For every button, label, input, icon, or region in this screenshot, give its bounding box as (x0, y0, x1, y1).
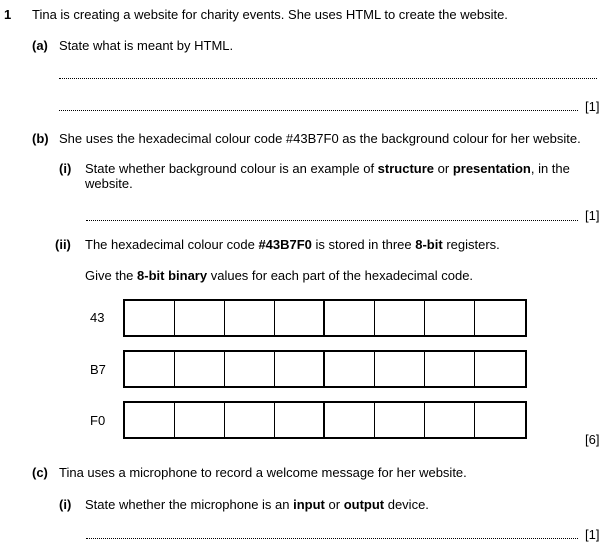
part-b-ii-text: The hexadecimal colour code #43B7F0 is stored in three 8-bit registers. (85, 237, 500, 252)
bit-cell[interactable] (275, 301, 325, 335)
bit-cell[interactable] (475, 352, 525, 386)
bit-cell[interactable] (325, 403, 375, 437)
answer-line-b-i[interactable] (86, 220, 578, 221)
bit-cell[interactable] (225, 301, 275, 335)
bit-cell[interactable] (325, 301, 375, 335)
register-label-b7: B7 (90, 362, 106, 377)
bit-cell[interactable] (475, 403, 525, 437)
question-number: 1 (4, 7, 12, 22)
bit-cell[interactable] (475, 301, 525, 335)
bit-cell[interactable] (275, 352, 325, 386)
part-c-i-label: (i) (59, 497, 72, 512)
question-intro: Tina is creating a website for charity events. She uses HTML to create the website. (32, 7, 508, 22)
bit-cell[interactable] (425, 352, 475, 386)
part-b-ii-mark: [6] (585, 432, 600, 447)
bit-cell[interactable] (375, 403, 425, 437)
bit-cell[interactable] (425, 403, 475, 437)
bit-cell[interactable] (375, 301, 425, 335)
bit-cell[interactable] (425, 301, 475, 335)
binary-row-b7 (123, 350, 527, 388)
part-b-i-text: State whether background colour is an example of structure or presentation, in the (85, 161, 570, 176)
binary-row-43 (123, 299, 527, 337)
bit-cell[interactable] (225, 403, 275, 437)
part-b-i-label: (i) (59, 161, 72, 176)
part-b-i-text-line2: website. (85, 176, 133, 191)
part-b-ii-label: (ii) (55, 237, 71, 252)
part-c-label: (c) (32, 465, 48, 480)
bit-cell[interactable] (125, 403, 175, 437)
bit-cell[interactable] (375, 352, 425, 386)
bit-cell[interactable] (175, 403, 225, 437)
part-b-label: (b) (32, 131, 49, 146)
part-b-text: She uses the hexadecimal colour code #43B7F0 as the background colour for her website. (59, 131, 581, 146)
answer-line-a2[interactable] (59, 110, 578, 111)
part-c-text: Tina uses a microphone to record a welcome message for her website. (59, 465, 467, 480)
bit-cell[interactable] (125, 352, 175, 386)
part-a-label: (a) (32, 38, 48, 53)
part-b-i-mark: [1] (585, 208, 600, 223)
bit-cell[interactable] (275, 403, 325, 437)
part-c-i-text: State whether the microphone is an input or output device. (85, 497, 429, 512)
bit-cell[interactable] (175, 352, 225, 386)
answer-line-a1[interactable] (59, 78, 597, 79)
register-label-43: 43 (90, 310, 105, 325)
part-c-i-mark: [1] (585, 527, 600, 542)
answer-line-c-i[interactable] (86, 538, 578, 539)
bit-cell[interactable] (125, 301, 175, 335)
bit-cell[interactable] (325, 352, 375, 386)
register-label-f0: F0 (90, 413, 106, 428)
part-a-text: State what is meant by HTML. (59, 38, 234, 53)
bit-cell[interactable] (175, 301, 225, 335)
part-b-ii-instruction: Give the 8-bit binary values for each part of the hexadecimal code. (85, 268, 474, 283)
binary-row-f0 (123, 401, 527, 439)
bit-cell[interactable] (225, 352, 275, 386)
part-a-mark: [1] (585, 99, 600, 114)
